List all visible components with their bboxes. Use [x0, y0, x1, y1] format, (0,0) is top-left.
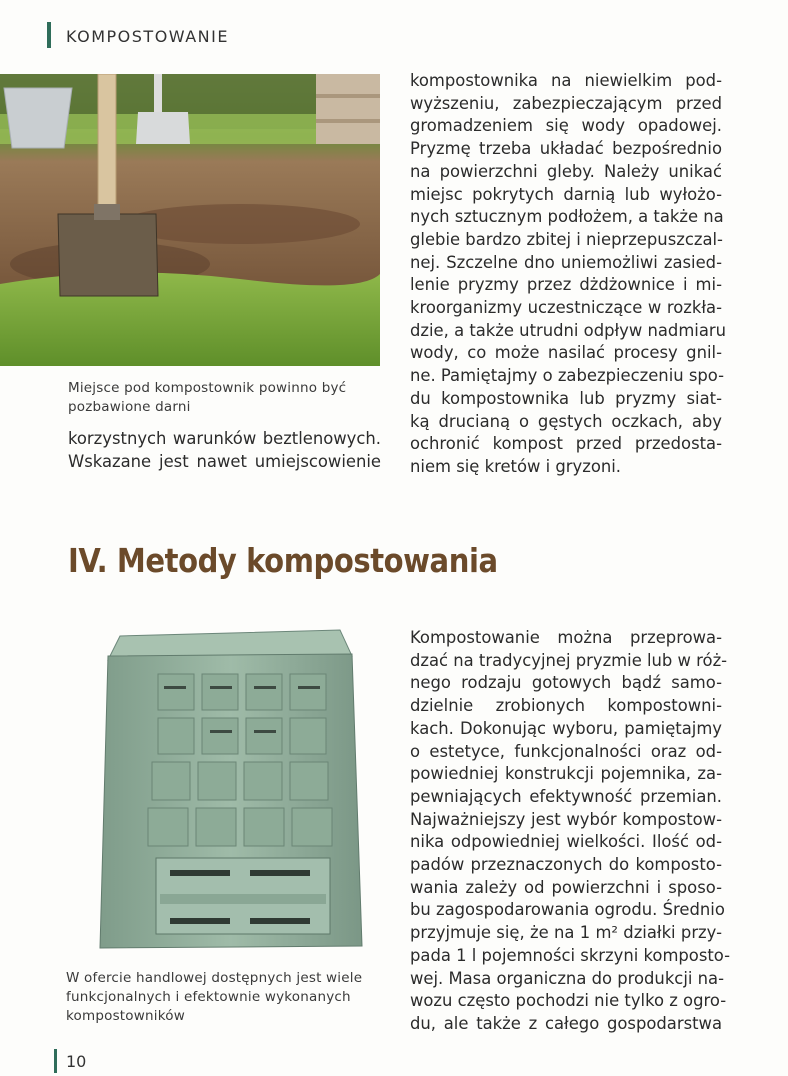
page-number: 10	[66, 1052, 87, 1071]
text-line: wej. Masa organiczna do produkcji na-	[410, 968, 724, 988]
text-line: pada 1 l pojemności skrzyni komposto-	[410, 945, 731, 965]
text-line: wania zależy od powierzchni i sposo-	[410, 877, 722, 897]
text-line: pewniających efektywność przemian.	[410, 786, 722, 806]
text-line: przyjmuje się, że na 1 m² działki przy-	[410, 923, 722, 943]
text-line: dzać na tradycyjnej pryzmie lub w róż-	[410, 650, 728, 670]
caption-line: Miejsce pod kompostownik powinno być	[68, 380, 347, 396]
text-line: nika odpowiedniej wielkości. Ilość od-	[410, 832, 722, 852]
text-line: wody, co może nasilać procesy gnil-	[410, 343, 722, 363]
text-line: gromadzeniem się wody opadowej.	[410, 116, 722, 136]
text-line: Wskazane jest nawet umiejscowienie	[68, 451, 381, 471]
text-line: kroorganizmy uczestniczące w rozkła-	[410, 298, 722, 318]
caption-line: kompostowników	[66, 1008, 185, 1024]
right-column-paragraph-top	[410, 70, 727, 479]
text-line: ochronić kompost przed przedosta-	[410, 434, 722, 454]
text-line: du, ale także z całego gospodarstwa	[410, 1013, 722, 1033]
figure-1-caption	[68, 379, 368, 417]
left-column-paragraph	[68, 428, 381, 473]
text-line: ką drucianą o gęstych oczkach, aby	[410, 411, 722, 431]
text-line: padów przeznaczonych do komposto-	[410, 855, 722, 875]
text-line: nej. Szczelne dno uniemożliwi zasied-	[410, 252, 722, 272]
spade-in-soil-photo	[0, 74, 380, 366]
footer-accent-bar	[54, 1049, 57, 1073]
text-line: powiedniej konstrukcji pojemnika, za-	[410, 764, 722, 784]
text-line: nych sztucznym podłożem, a także na	[410, 207, 724, 227]
text-line: o estetyce, funkcjonalności oraz od-	[410, 741, 722, 761]
text-line: Pryzmę trzeba układać bezpośrednio	[410, 139, 722, 159]
text-line: bu zagospodarowania ogrodu. Średnio	[410, 900, 725, 920]
text-line: glebie bardzo zbitej i nieprzepuszczal-	[410, 229, 723, 249]
compost-bin-photo	[90, 626, 370, 956]
text-line: Najważniejszy jest wybór kompostow-	[410, 809, 722, 829]
text-line: ne. Pamiętajmy o zabezpieczeniu spo-	[410, 366, 725, 386]
text-line: Kompostowanie można przeprowa-	[410, 628, 722, 647]
text-line: dzielnie zrobionych kompostowni-	[410, 696, 722, 716]
text-line: korzystnych warunków beztlenowych.	[68, 429, 381, 448]
text-line: lenie pryzmy przez dżdżownice i mi-	[410, 275, 722, 295]
text-line: dzie, a także utrudni odpływ nadmiaru	[410, 320, 727, 340]
section-heading: IV. Metody kompostowania	[68, 541, 498, 580]
text-line: wyższeniu, zabezpieczającym przed	[410, 93, 722, 113]
caption-line: W ofercie handlowej dostępnych jest wiele	[66, 970, 363, 986]
caption-line: funkcjonalnych i efektownie wykonanych	[66, 989, 351, 1005]
text-line: kach. Dokonując wyboru, pamiętajmy	[410, 718, 722, 738]
caption-line: pozbawione darni	[68, 399, 191, 415]
text-line: wozu często pochodzi nie tylko z ogro-	[410, 991, 727, 1011]
right-column-paragraph-bottom	[410, 627, 731, 1036]
text-line: du kompostownika lub pryzmy siat-	[410, 388, 722, 408]
header-accent-bar	[47, 22, 51, 48]
figure-2-caption	[66, 969, 386, 1026]
running-header: KOMPOSTOWANIE	[66, 27, 229, 46]
text-line: nego rodzaju gotowych bądź samo-	[410, 673, 722, 693]
text-line: miejsc pokrytych darnią lub wyłożo-	[410, 184, 722, 204]
text-line: na powierzchni gleby. Należy unikać	[410, 161, 722, 181]
text-line: kompostownika na niewielkim pod-	[410, 71, 722, 90]
text-line: niem się kretów i gryzoni.	[410, 456, 622, 476]
